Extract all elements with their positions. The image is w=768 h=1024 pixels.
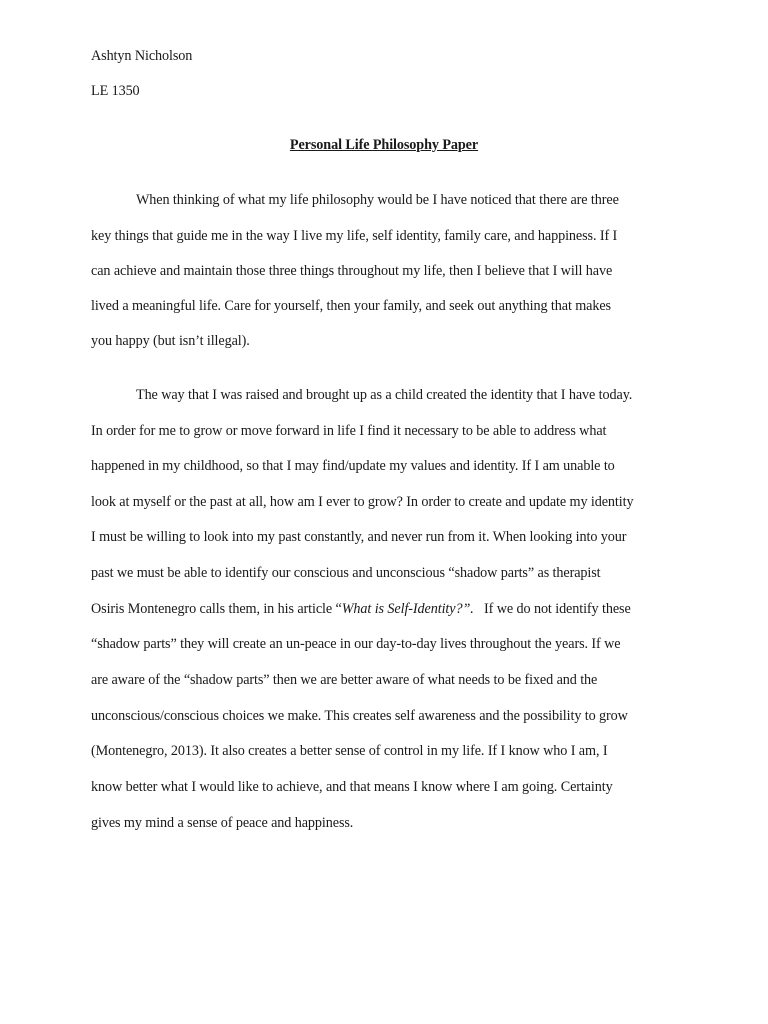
paragraph-2-line: In order for me to grow or move forward in life I find it necessary to be able to address what: [91, 423, 607, 439]
paragraph-2-line: (Montenegro, 2013). It also creates a better sense of control in my life. If I know who I am, I: [91, 743, 608, 759]
paragraph-1-line: lived a meaningful life. Care for yourself, then your family, and seek out anything that makes: [91, 298, 611, 314]
paper-title: Personal Life Philosophy Paper: [289, 137, 479, 153]
course-code: LE 1350: [91, 83, 140, 99]
paragraph-2-line: look at myself or the past at all, how am I ever to grow? In order to create and update my identity: [91, 494, 634, 510]
paragraph-2-line: past we must be able to identify our conscious and unconscious “shadow parts” as therapist: [91, 565, 601, 581]
paragraph-2-line: I must be willing to look into my past constantly, and never run from it. When looking into your: [91, 529, 627, 545]
paragraph-2-line: are aware of the “shadow parts” then we are better aware of what needs to be fixed and the: [91, 672, 598, 688]
citation-line: [91, 599, 631, 619]
paragraph-2-line: “shadow parts” they will create an un-peace in our day-to-day lives throughout the years. If we: [91, 636, 621, 652]
paragraph-2-line: gives my mind a sense of peace and happiness.: [91, 815, 354, 831]
paragraph-1-line: can achieve and maintain those three things throughout my life, then I believe that I will have: [91, 263, 613, 279]
article-title: What is Self-Identity?”.: [341, 601, 474, 617]
citation-text-after: If we do not identify these: [473, 601, 631, 617]
paragraph-2-line: happened in my childhood, so that I may find/update my values and identity. If I am unable to: [91, 458, 615, 474]
paragraph-2-line: The way that I was raised and brought up as a child created the identity that I have today.: [136, 387, 633, 403]
paragraph-2-line: unconscious/conscious choices we make. This creates self awareness and the possibility to grow: [91, 708, 628, 724]
paragraph-1-line: you happy (but isn’t illegal).: [91, 333, 250, 349]
paragraph-1-line: key things that guide me in the way I live my life, self identity, family care, and happiness. If I: [91, 228, 618, 244]
paragraph-2-line: know better what I would like to achieve, and that means I know where I am going. Certainty: [91, 779, 613, 795]
paragraph-1-line: When thinking of what my life philosophy would be I have noticed that there are three: [136, 192, 619, 208]
author-name: Ashtyn Nicholson: [91, 48, 193, 64]
citation-text-before: Osiris Montenegro calls them, in his article “: [91, 601, 342, 617]
